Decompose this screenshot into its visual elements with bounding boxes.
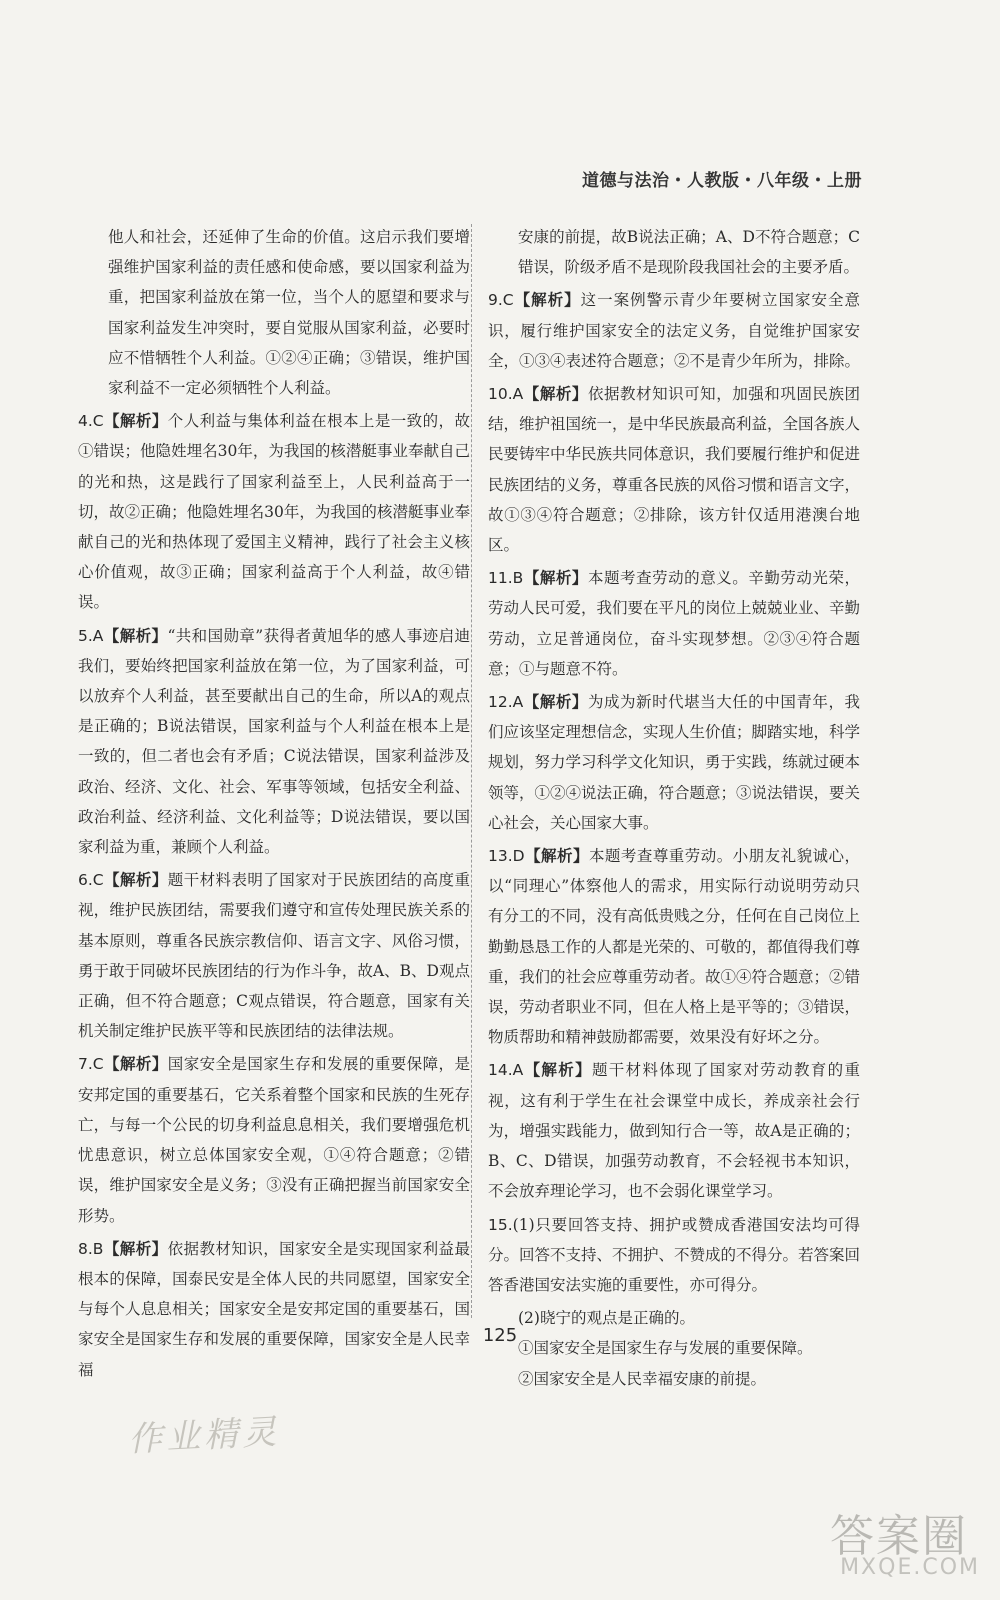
answer-number: 13.D — [488, 847, 525, 866]
right-column — [488, 222, 860, 1394]
answer-subpart: (2)晓宁的观点是正确的。 — [518, 1309, 695, 1328]
analysis-text: 本题考查劳动的意义。辛勤劳动光荣，劳动人民可爱，我们要在平凡的岗位上兢兢业业、辛勤劳动，立足普通岗位，奋斗实现梦想。②③④符合题意；①与题意不符。 — [488, 569, 861, 678]
answer-item — [78, 1049, 470, 1230]
left-continuation: 他人和社会，还延伸了生命的价值。这启示我们要增强维护国家利益的责任感和使命感，要以国家利益为重，把国家利益放在第一位，当个人的愿望和要求与国家利益发生冲突时，要自觉服从国家利益，必要时应不惜牺牲个人利益。①②④正确；③错误，维护国家利益不一定必须牺牲个人利益。 — [108, 228, 470, 398]
analysis-tag: 【解析】 — [524, 847, 589, 866]
left-items — [78, 406, 470, 1385]
answer-item — [78, 865, 470, 1046]
logo-url: MXQE.COM — [840, 1555, 980, 1580]
page-header: 道德与法治・人教版・八年级・上册 — [582, 171, 862, 191]
left-column — [78, 222, 470, 1388]
analysis-text: 这一案例警示青少年要树立国家安全意识，履行维护国家安全的法定义务，自觉维护国家安全，①③④表述符合题意；②不是青少年所为，排除。 — [488, 291, 861, 370]
analysis-text: (1)只要回答支持、拥护或赞成香港国安法均可得分。回答不支持、不拥护、不赞成的不得分。若答案回答香港国安法实施的重要性，亦可得分。 — [488, 1215, 861, 1294]
answer-number: 7.C — [78, 1055, 104, 1074]
answer-item — [78, 621, 470, 863]
answer-number: 14.A — [488, 1061, 524, 1080]
analysis-tag: 【解析】 — [103, 871, 168, 890]
analysis-text: “共和国勋章”获得者黄旭华的感人事迹启迪我们，要始终把国家利益放在第一位，为了国家利益，可以放弃个人利益，甚至要献出自己的生命，所以A的观点是正确的；B说法错误，国家利益与个人利益在根本上是一致的，但二者也会有矛盾；C说法错误，国家利益涉及政治、经济、文化、社会、军事等领域，包括安全利益、政治利益、经济利益、文化利益等；D说法错误，要以国家利益为重，兼顾个人利益。 — [78, 626, 470, 857]
watermark-stamp: 作业精灵 — [127, 1412, 282, 1460]
analysis-text: 依据教材知识可知，加强和巩固民族团结，维护祖国统一，是中华民族最高利益，全国各族人民要铸牢中华民族共同体意识，我们要履行维护和促进民族团结的义务，尊重各民族的风俗习惯和语言文字，故①③④符合题意；②排除，该方针仅适用港澳台地区。 — [488, 385, 861, 555]
analysis-text: 题干材料体现了国家对劳动教育的重视，这有利于学生在社会课堂中成长，养成亲社会行为，增强实践能力，做到知行合一等，故A是正确的；B、C、D错误，加强劳动教育，不会轻视书本知识，不会放弃理论学习，也不会弱化课堂学习。 — [488, 1061, 860, 1201]
answer-number: 5.A — [78, 626, 104, 645]
analysis-tag: 【解析】 — [103, 1055, 168, 1074]
answer-item — [488, 285, 860, 376]
analysis-text: 依据教材知识，国家安全是实现国家利益最根本的保障，国泰民安是全体人民的共同愿望，国家安全与每个人息息相关；国家安全是安邦定国的重要基石，国家安全是国家生存和发展的重要保障，国家安全是人民幸福 — [78, 1239, 470, 1379]
answer-number: 9.C — [488, 291, 514, 310]
answer-item — [78, 406, 470, 617]
answer-item — [488, 1055, 860, 1206]
answer-number: 6.C — [78, 871, 104, 890]
analysis-text: 为成为新时代堪当大任的中国青年，我们应该坚定理想信念，实现人生价值；脚踏实地，科学规划，努力学习科学文化知识，勇于实践，练就过硬本领等，①②④说法正确，符合题意；③说法错误，要关心社会，关心国家大事。 — [488, 693, 861, 832]
page-number: 125 — [482, 1325, 518, 1346]
right-items — [488, 285, 860, 1300]
analysis-tag: 【解析】 — [523, 693, 588, 712]
answer-item — [488, 563, 860, 684]
answer-subpart: ①国家安全是国家生存与发展的重要保障。 — [518, 1339, 813, 1358]
answer-item — [488, 379, 860, 560]
answer-number: 4.C — [78, 412, 104, 431]
right-continuation: 安康的前提，故B说法正确；A、D不符合题意；C错误，阶级矛盾不是现阶段我国社会的主要矛盾。 — [518, 228, 860, 277]
analysis-tag: 【解析】 — [523, 385, 588, 404]
answer-number: 15. — [488, 1215, 513, 1234]
answer-item — [488, 1210, 860, 1301]
answer-item — [488, 841, 860, 1052]
analysis-tag: 【解析】 — [103, 412, 168, 431]
answer-subparts — [488, 1303, 860, 1394]
analysis-text: 国家安全是国家生存和发展的重要保障，是安邦定国的重要基石，它关系着整个国家和民族的生死存亡，与每一个公民的切身利益息息相关，我们要增强危机忧患意识，树立总体国家安全观，①④符合题意；②错误，维护国家安全是义务；③没有正确把握当前国家安全形势。 — [78, 1055, 470, 1225]
answer-number: 8.B — [78, 1239, 104, 1258]
answer-subpart: ②国家安全是人民幸福安康的前提。 — [518, 1369, 767, 1388]
logo-text: 答案圈 — [830, 1511, 968, 1562]
analysis-text: 个人利益与集体利益在根本上是一致的，故①错误；他隐姓埋名30年，为我国的核潜艇事业奉献自己的光和热，这是践行了国家利益至上，人民利益高于一切，故②正确；他隐姓埋名30年，为我国的核潜艇事业奉献自己的光和热体现了爱国主义精神，践行了社会主义核心价值观，故③正确；国家利益高于个人利益，故④错误。 — [78, 412, 470, 612]
answer-item — [488, 687, 860, 838]
answer-item — [78, 1234, 470, 1385]
analysis-text: 题干材料表明了国家对于民族团结的高度重视，维护民族团结，需要我们遵守和宣传处理民族关系的基本原则，尊重各民族宗教信仰、语言文字、风俗习惯，勇于敢于同破坏民族团结的行为作斗争，故A、B、D观点正确，但不符合题意；C观点错误，符合题意，国家有关机关制定维护民族平等和民族团结的法律法规。 — [78, 871, 470, 1041]
analysis-tag: 【解析】 — [523, 569, 588, 588]
answer-number: 11.B — [488, 569, 524, 588]
answer-number: 12.A — [488, 693, 524, 712]
analysis-tag: 【解析】 — [513, 291, 581, 310]
analysis-tag: 【解析】 — [103, 1239, 168, 1258]
analysis-text: 本题考查尊重劳动。小朋友礼貌诚心，以“同理心”体察他人的需求，用实际行动说明劳动只有分工的不同，没有高低贵贱之分，任何在自己岗位上勤勤恳恳工作的人都是光荣的、可敬的，都值得我们尊重，我们的社会应尊重劳动者。故①④符合题意；②错误，劳动者职业不同，但在人格上是平等的；③错误，物质帮助和精神鼓励都需要，效果没有好坏之分。 — [488, 847, 861, 1047]
analysis-tag: 【解析】 — [103, 626, 168, 645]
answer-number: 10.A — [488, 385, 524, 404]
analysis-tag: 【解析】 — [523, 1061, 592, 1080]
site-logo — [788, 1500, 988, 1580]
column-divider — [471, 224, 472, 1318]
